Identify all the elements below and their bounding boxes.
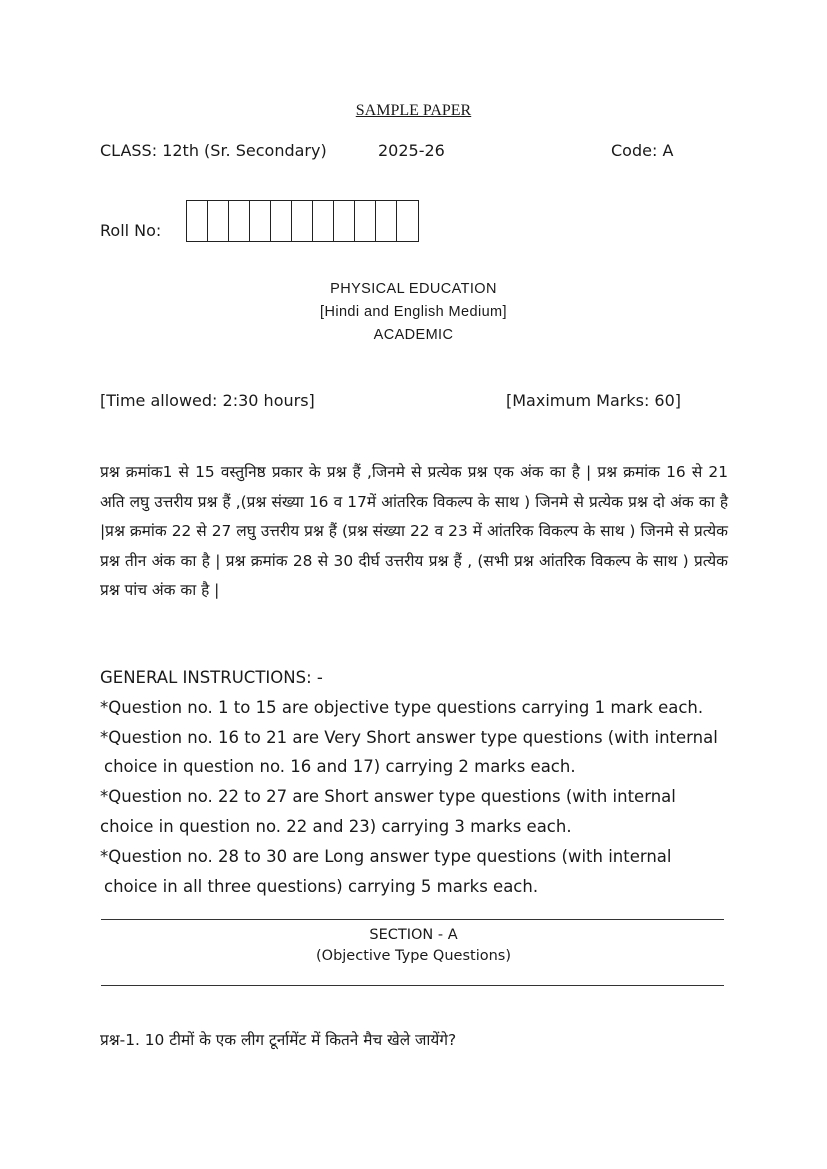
roll-digit-box[interactable] <box>229 201 250 241</box>
section-bottom-rule <box>101 985 724 986</box>
general-instructions <box>100 663 728 901</box>
roll-digit-box[interactable] <box>313 201 334 241</box>
roll-digit-box[interactable] <box>250 201 271 241</box>
instruction-line: *Question no. 28 to 30 are Long answer type questions (with internal <box>100 846 672 866</box>
roll-digit-box[interactable] <box>271 201 292 241</box>
roll-no-boxes[interactable] <box>186 200 419 242</box>
section-title: SECTION - A <box>369 927 458 943</box>
subject-stream: ACADEMIC <box>373 327 454 343</box>
paper-title: SAMPLE PAPER <box>355 102 472 119</box>
code-label: Code: A <box>611 141 674 160</box>
roll-digit-box[interactable] <box>292 201 313 241</box>
subject-medium: [Hindi and English Medium] <box>320 304 507 320</box>
question-1: प्रश्न-1. 10 टीमों के एक लीग टूर्नामेंट में कितने मैच खेले जायेंगे? <box>100 1031 457 1049</box>
section-top-rule <box>101 919 724 920</box>
class-label: CLASS: 12th (Sr. Secondary) <box>100 141 327 160</box>
roll-digit-box[interactable] <box>208 201 229 241</box>
instruction-line: *Question no. 1 to 15 are objective type questions carrying 1 mark each. <box>100 697 704 717</box>
roll-digit-box[interactable] <box>376 201 397 241</box>
subject-name: PHYSICAL EDUCATION <box>330 281 497 297</box>
instruction-line: *Question no. 22 to 27 are Short answer type questions (with internal <box>100 787 676 807</box>
session-label: 2025-26 <box>378 141 445 160</box>
max-marks: [Maximum Marks: 60] <box>506 391 682 410</box>
instruction-line: *Question no. 16 to 21 are Very Short answer type questions (with internal <box>100 727 718 747</box>
roll-no-label: Roll No: <box>100 221 162 240</box>
instruction-line: choice in question no. 22 and 23) carrying 3 marks each. <box>100 816 572 836</box>
instruction-line: choice in all three questions) carrying 5 marks each. <box>104 876 539 896</box>
roll-digit-box[interactable] <box>397 201 418 241</box>
hindi-instructions: प्रश्न क्रमांक1 से 15 वस्तुनिष्ठ प्रकार के प्रश्न हैं ,जिनमे से प्रत्येक प्रश्न एक अंक का है | प्रश्न क्रमांक 16 से 21 अति लघु उत्तरीय प्रश्न हैं ,(प्रश्न संख्या 16 व 17में आंतरिक विकल्प के साथ ) जिनमे से प्रत्येक प्रश्न दो अंक का है |प्रश्न क्रमांक 22 से 27 लघु उत्तरीय प्रश्न हैं (प्रश्न संख्या 22 व 23 में आंतरिक विकल्प के साथ ) जिनमे से प्रत्येक प्रश्न तीन अंक का है | प्रश्न क्रमांक 28 से 30 दीर्घ उत्तरीय प्रश्न हैं , (सभी प्रश्न आंतरिक विकल्प के साथ ) प्रत्येक प्रश्न पांच अंक का है | <box>100 463 728 600</box>
time-allowed: [Time allowed: 2:30 hours] <box>100 391 315 410</box>
roll-digit-box[interactable] <box>187 201 208 241</box>
roll-digit-box[interactable] <box>355 201 376 241</box>
section-subtitle: (Objective Type Questions) <box>316 948 511 964</box>
instructions-heading: GENERAL INSTRUCTIONS: - <box>100 668 323 687</box>
roll-digit-box[interactable] <box>334 201 355 241</box>
instruction-line: choice in question no. 16 and 17) carrying 2 marks each. <box>104 757 576 777</box>
